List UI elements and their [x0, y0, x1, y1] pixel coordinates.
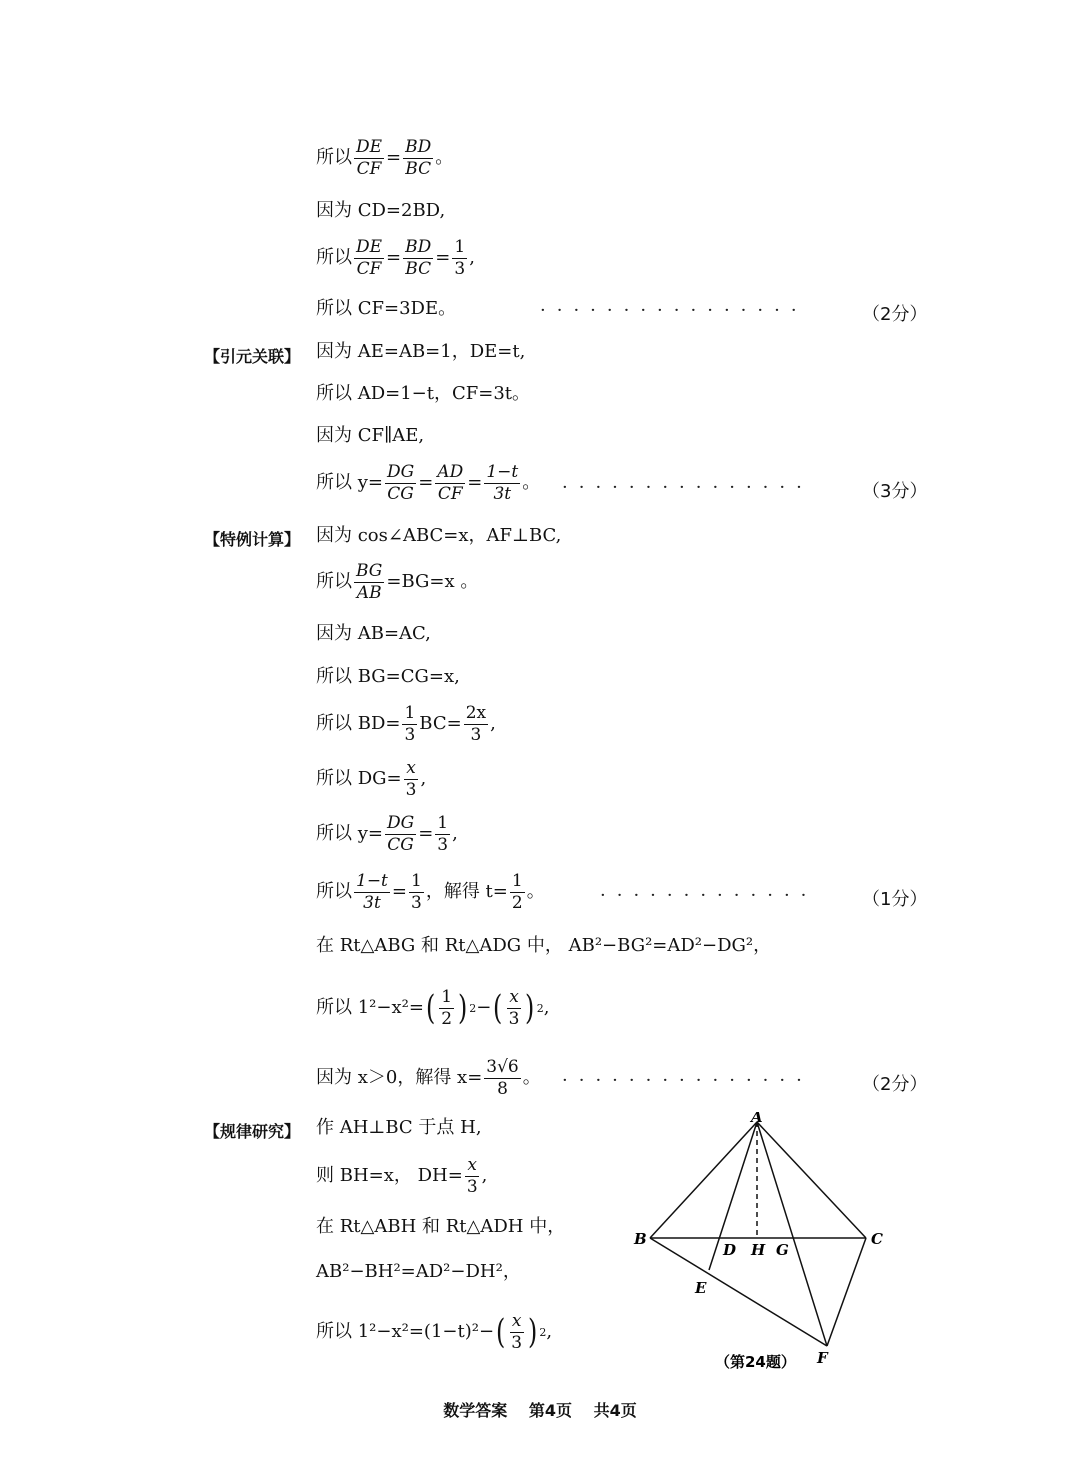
fraction: [484, 463, 520, 503]
leader-dots: ···············: [562, 1070, 813, 1091]
text: −: [476, 997, 492, 1019]
score-label: （2分）: [862, 1074, 928, 1095]
fraction: [402, 704, 417, 744]
leader-dots: ················: [540, 300, 808, 321]
denominator: 3: [454, 258, 466, 279]
fraction: [354, 238, 384, 278]
leader-dots: ·············: [600, 885, 818, 906]
equals: =: [418, 823, 434, 845]
numerator: DG: [386, 813, 415, 833]
solution-line: 因为 CD=2BD,: [316, 200, 446, 221]
text: 所以 BD=: [316, 713, 401, 735]
text: 所以: [316, 571, 352, 593]
solution-line: [316, 138, 453, 178]
segment-CF: [827, 1238, 866, 1346]
fraction: [385, 463, 416, 503]
paren: ): [458, 988, 468, 1029]
paren: (: [425, 988, 436, 1029]
denominator: 3t: [493, 483, 512, 504]
text: ,: [420, 768, 427, 790]
numerator: 1: [454, 237, 466, 257]
exponent: 2: [536, 1001, 544, 1015]
solution-line: [316, 562, 478, 602]
numerator: 1−t: [356, 871, 388, 891]
paren: (: [496, 1312, 506, 1353]
denominator: 3: [437, 834, 449, 855]
fraction: [507, 988, 522, 1028]
segment-BF: [650, 1238, 827, 1346]
text: 因为 x＞0，解得 x=: [316, 1067, 483, 1089]
point-label-A: A: [751, 1112, 763, 1126]
text: ,: [490, 713, 496, 735]
numerator: AD: [437, 462, 464, 482]
solution-line: [316, 814, 458, 854]
solution-line: 所以 AD=1−t，CF=3t。: [316, 383, 531, 404]
numerator: 1−t: [486, 462, 519, 482]
equals: =: [391, 881, 407, 903]
fraction: [509, 1312, 524, 1352]
text: 所以 y=: [316, 823, 383, 845]
fraction: [435, 463, 465, 503]
paren: ): [528, 1312, 538, 1353]
segment-AC: [757, 1122, 866, 1238]
text: 所以 1²−x²=: [316, 997, 424, 1019]
solution-line: [316, 1058, 541, 1098]
fraction: [404, 759, 419, 799]
denominator: CF: [437, 483, 463, 504]
score-label: （3分）: [862, 481, 928, 502]
fraction: [465, 1156, 480, 1196]
solution-line: 因为 CF∥AE,: [316, 425, 425, 446]
numerator: DE: [356, 237, 383, 257]
text: ,: [543, 997, 550, 1019]
denominator: CG: [387, 483, 414, 504]
denominator: BC: [405, 158, 432, 179]
fraction: [354, 138, 384, 178]
solution-line: 因为 AE=AB=1，DE=t,: [316, 341, 526, 362]
segment-AB: [650, 1122, 757, 1238]
exponent: 2: [469, 1001, 477, 1015]
solution-line: [316, 1156, 487, 1196]
solution-line: 所以 BG=CG=x,: [316, 666, 460, 687]
point-label-G: G: [776, 1241, 789, 1259]
numerator: x: [467, 1155, 478, 1175]
figure-caption: （第24题）: [715, 1353, 796, 1371]
solution-line: [316, 238, 475, 278]
denominator: 3: [404, 724, 416, 745]
solution-line: 因为 cos∠ABC=x，AF⊥BC,: [316, 525, 562, 546]
numerator: BG: [356, 561, 383, 581]
text: =BG=x 。: [386, 571, 479, 593]
numerator: 1: [437, 813, 449, 833]
solution-line: [316, 759, 426, 799]
solution-line: [316, 1312, 552, 1352]
fraction: [354, 872, 390, 912]
fraction: [439, 988, 454, 1028]
equals: =: [418, 472, 434, 494]
fraction: [435, 814, 450, 854]
numerator: x: [511, 1311, 522, 1331]
denominator: 3t: [363, 892, 381, 913]
paren: (: [493, 988, 503, 1029]
denominator: 3: [411, 892, 422, 913]
text: ,: [481, 1165, 488, 1187]
fraction: [403, 238, 433, 278]
point-label-F: F: [817, 1349, 828, 1367]
solution-line: [316, 463, 540, 503]
text: ,: [546, 1321, 553, 1343]
text: 。: [435, 147, 454, 169]
fraction: [385, 814, 416, 854]
text: 。: [522, 1067, 541, 1089]
score-label: （2分）: [862, 304, 928, 325]
numerator: 1: [441, 987, 453, 1007]
numerator: 1: [511, 871, 523, 891]
denominator: 2: [511, 892, 523, 913]
denominator: 2: [441, 1008, 453, 1029]
numerator: x: [509, 987, 519, 1007]
denominator: AB: [356, 582, 382, 603]
solution-line: 所以 CF=3DE。: [316, 298, 457, 319]
numerator: 3√6: [486, 1057, 519, 1077]
numerator: x: [406, 758, 416, 778]
text: 所以: [316, 147, 352, 169]
text: 所以: [316, 247, 352, 269]
point-label-E: E: [695, 1279, 707, 1297]
exponent: 2: [539, 1325, 547, 1339]
fraction: [510, 872, 525, 912]
solution-line: [316, 704, 496, 744]
denominator: 8: [497, 1078, 508, 1099]
fraction: [403, 138, 433, 178]
denominator: 3: [508, 1008, 520, 1029]
fraction: [484, 1058, 520, 1098]
footer-subject: 数学答案: [443, 1401, 508, 1420]
denominator: 3: [511, 1332, 523, 1353]
text: ,: [469, 247, 475, 269]
point-label-D: D: [723, 1241, 737, 1259]
text: BC=: [419, 713, 462, 735]
text: 所以 y=: [316, 472, 383, 494]
fraction: [452, 238, 467, 278]
solution-line: 因为 AB=AC,: [316, 623, 431, 644]
fraction: [409, 872, 424, 912]
solution-line: 在 Rt△ABH 和 Rt△ADH 中，: [316, 1216, 566, 1237]
numerator: DE: [356, 137, 383, 157]
point-label-H: H: [751, 1241, 766, 1259]
fraction: [354, 562, 384, 602]
equals: =: [435, 247, 451, 269]
paren: ): [525, 988, 535, 1029]
text: 。: [522, 472, 541, 494]
solution-line: 在 Rt△ABG 和 Rt△ADG 中， AB²−BG²=AD²−DG²，: [316, 935, 772, 956]
denominator: 3: [466, 1176, 478, 1197]
footer-total: 共4页: [593, 1401, 637, 1420]
text: 所以 1²−x²=(1−t)²−: [316, 1321, 495, 1343]
numerator: 2x: [465, 703, 487, 723]
denominator: CF: [356, 158, 382, 179]
section-tag: 【规律研究】: [204, 1122, 301, 1141]
numerator: BD: [405, 137, 432, 157]
numerator: DG: [386, 462, 415, 482]
denominator: CG: [387, 834, 414, 855]
text: ,: [452, 823, 458, 845]
text: 则 BH=x， DH=: [316, 1165, 463, 1187]
leader-dots: ···············: [562, 477, 813, 498]
numerator: 1: [411, 871, 422, 891]
segment-AF: [757, 1122, 827, 1346]
solution-line: AB²−BH²=AD²−DH²，: [316, 1261, 521, 1282]
geometry-figure: [620, 1112, 900, 1382]
numerator: 1: [404, 703, 416, 723]
denominator: 3: [470, 724, 482, 745]
solution-line: 作 AH⊥BC 于点 H,: [316, 1117, 482, 1138]
text: ，解得 t=: [425, 881, 508, 903]
text: 。: [526, 881, 545, 903]
section-tag: 【引元关联】: [204, 347, 301, 366]
equals: =: [467, 472, 483, 494]
point-label-C: C: [871, 1230, 883, 1248]
denominator: 3: [405, 779, 417, 800]
text: 所以 DG=: [316, 768, 402, 790]
score-label: （1分）: [862, 889, 928, 910]
equals: =: [386, 147, 402, 169]
point-label-B: B: [634, 1230, 647, 1248]
fraction: [464, 704, 488, 744]
solution-line: [316, 872, 545, 912]
denominator: BC: [405, 258, 432, 279]
text: 所以: [316, 881, 352, 903]
footer-page: 第4页: [528, 1401, 572, 1420]
page-footer: [0, 1398, 1080, 1421]
equals: =: [386, 247, 402, 269]
numerator: BD: [405, 237, 432, 257]
solution-line: [316, 988, 549, 1028]
section-tag: 【特例计算】: [204, 530, 301, 549]
denominator: CF: [356, 258, 382, 279]
